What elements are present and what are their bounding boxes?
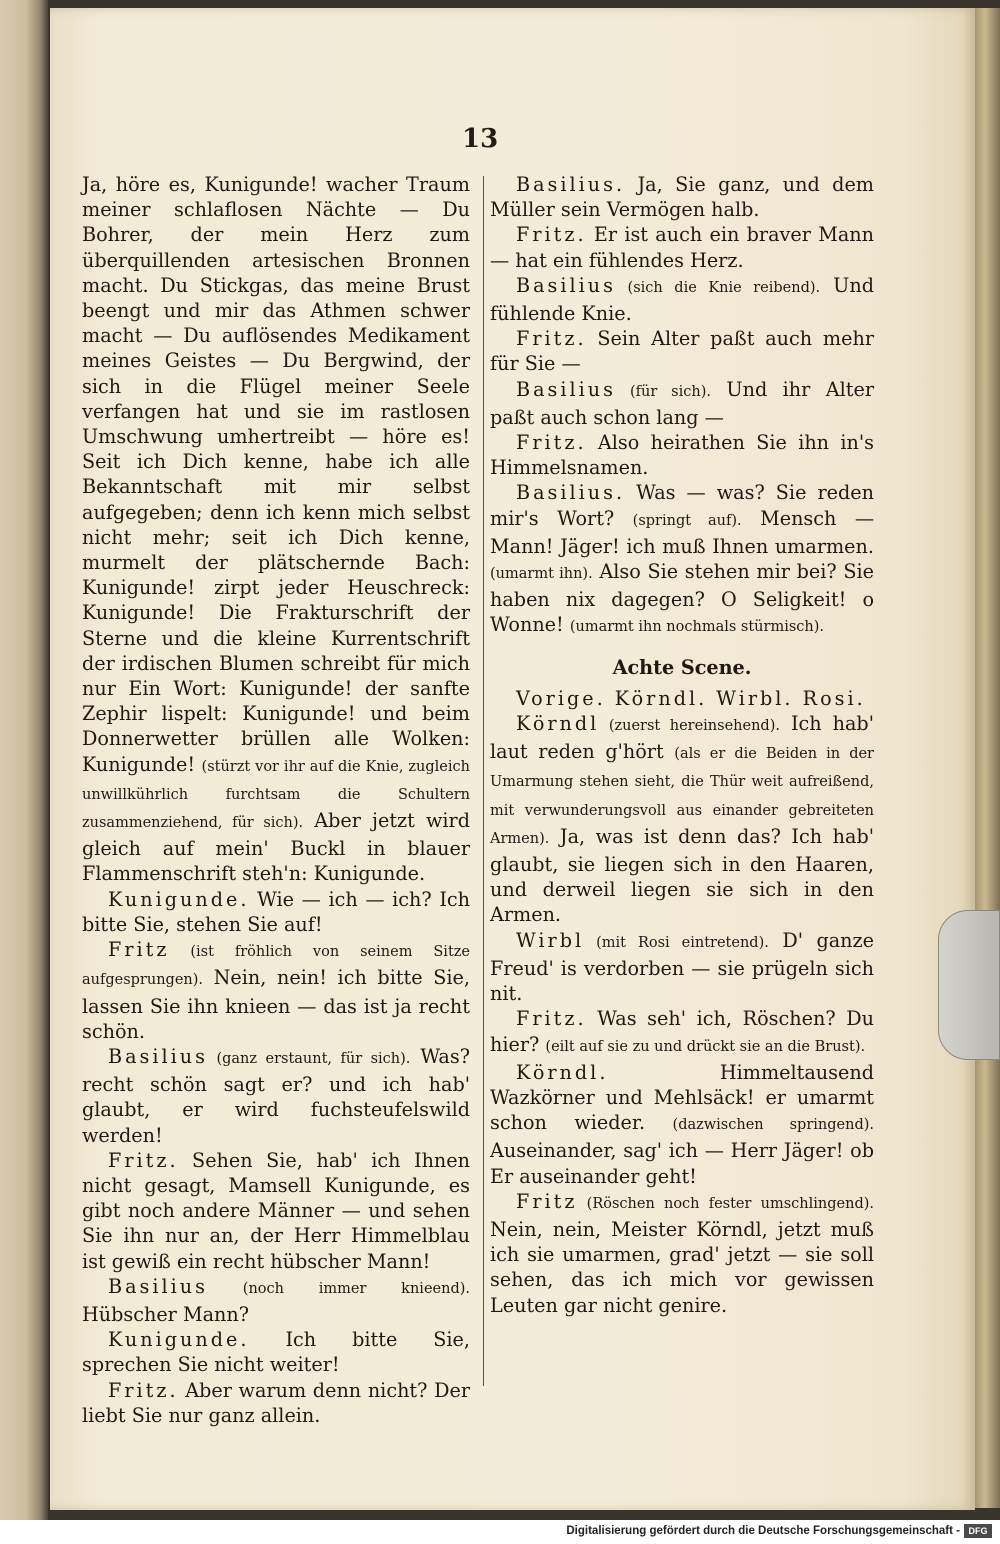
stage-direction: (stürzt vor ihr auf die Knie, zugleich unwillkührlich furchtsam die Schultern zusammenziehend, für sich). [82, 758, 470, 832]
stage-direction: (sich die Knie reibend). [616, 279, 821, 296]
dialogue-text: Ja, was ist denn das? Ich hab' glaubt, sie liegen sich in den Haaren, und derweil liegen sie sich in den Armen. [490, 824, 874, 927]
stage-direction: (ist fröhlich von seinem Sitze aufgesprungen). [82, 944, 470, 989]
dialogue-text: Ich hab' laut reden g'hört [490, 712, 874, 764]
speaker-name: Fritz. [516, 1007, 587, 1031]
paragraph [490, 273, 874, 326]
paragraph [490, 172, 874, 222]
dialogue-text: Auseinander, sag' ich — Herr Jäger! ob Er auseinander geht! [490, 1139, 874, 1188]
dialogue-text: Sein Alter paßt auch mehr für Sie — [490, 327, 874, 376]
paragraph [82, 172, 470, 887]
dialogue-text: Und fühlende Knie. [490, 273, 874, 326]
paragraph [490, 377, 874, 430]
stage-direction: (springt auf). [632, 512, 742, 529]
dialogue-text: Ja, höre es, Kunigunde! wacher Traum meiner schlaflosen Nächte — Du Bohrer, der mein Herz zum überquillenden artesischen Bronnen macht. Du Stickgas, das meine Brust beengt und mir das Athmen schwer macht — Du auflösendes Medikament meines Geistes — Du Bergwind, der sich in die Flügel meiner Seele verfangen hat und sie im rastlosen Umschwung umhertreibt — höre es! Seit ich Dich kenne, habe ich alle Bekanntschaft mit mir selbst aufgegeben; denn ich kenn mich selbst nicht mehr; seit ich Dich kenne, murmelt der plätschernde Bach: Kunigunde! zirpt jeder Heuschreck: Kunigunde! Die Frakturschrift der Sterne und die kleine Kurrentschrift der irdischen Blumen schreibt für mich nur Ein Wort: Kunigunde! der sanfte Zephir lispelt: Kunigunde! und beim Donnerwetter brüllen alle Wolken: Kunigunde! [82, 173, 470, 776]
page-tab-marker [938, 910, 1000, 1060]
scene-heading [490, 655, 874, 680]
speaker-name: Basilius [108, 1044, 209, 1068]
paragraph [82, 1327, 470, 1377]
paragraph [490, 1060, 874, 1189]
dialogue-text: Er ist auch ein braver Mann — hat ein fühlendes Herz. [490, 223, 874, 272]
speaker-name: Fritz. [108, 1378, 179, 1402]
footer-credit: Digitalisierung gefördert durch die Deutsche Forschungsgemeinschaft - [566, 1525, 960, 1537]
dialogue-text: Mensch — Mann! Jäger! ich muß Ihnen umarmen. [490, 506, 875, 558]
right-column [490, 172, 874, 1318]
speaker-name: Fritz [516, 1189, 578, 1213]
dialogue-text: Ich bitte Sie, sprechen Sie nicht weiter! [82, 1328, 470, 1377]
dialogue-text: Nein, nein, Meister Körndl, jetzt muß ich sie umarmen, grad' jetzt — sie soll sehen, das ich mich vor gewissen Leuten gar nicht genire. [490, 1217, 874, 1317]
paragraph [490, 326, 874, 376]
speaker-name: Fritz. [108, 1148, 179, 1172]
speaker-name: Kunigunde. [108, 1328, 250, 1352]
paragraph [82, 1274, 470, 1327]
dialogue-text: Was seh' ich, Röschen? Du hier? [490, 1007, 874, 1056]
speaker-name: Basilius. [516, 481, 626, 505]
paragraph [490, 222, 874, 272]
stage-direction: (zuerst hereinsehend). [599, 718, 780, 735]
speaker-name: Fritz. [516, 223, 587, 247]
speaker-name: Fritz [108, 938, 170, 962]
footer-bar [0, 1520, 1000, 1544]
dialogue-text: Und ihr Alter paßt auch schon lang — [490, 377, 874, 429]
paragraph [82, 937, 470, 1044]
speaker-name: Wirbl [516, 928, 585, 952]
dialogue-text: Nein, nein! ich bitte Sie, lassen Sie ihn knieen — das ist ja recht schön. [82, 966, 470, 1043]
stage-direction: (für sich). [616, 383, 711, 400]
speaker-name: Basilius [516, 273, 617, 297]
stage-direction: (als er die Beiden in der Umarmung stehen sieht, die Thür weit aufreißend, mit verwunderungsvoll aus einander gebreiteten Armen). [490, 746, 874, 847]
speaker-name: Fritz. [516, 327, 587, 351]
paragraph [82, 1148, 470, 1274]
paragraph [82, 887, 470, 937]
dialogue-text: Himmeltausend Wazkörner und Mehlsäck! er umarmt schon wieder. [490, 1060, 874, 1135]
previous-page-edge [0, 0, 48, 1520]
speaker-name: Körndl. [516, 1060, 609, 1084]
paragraph [490, 1006, 874, 1059]
speaker-name: Basilius [516, 377, 617, 401]
stage-direction: (noch immer knieend). [208, 1280, 470, 1297]
paragraph [490, 928, 874, 1007]
dialogue-text: Aber jetzt wird gleich auf mein' Buckl in blauer Flammenschrift steh'n: Kunigunde. [82, 809, 470, 886]
paragraph [490, 1189, 874, 1318]
paragraph [490, 480, 874, 640]
dialogue-text: Aber warum denn nicht? Der liebt Sie nur ganz allein. [82, 1378, 470, 1427]
dialogue-text: Also heirathen Sie ihn in's Himmelsnamen. [490, 431, 874, 480]
dialogue-text: Also Sie stehen mir bei? Sie haben nix dagegen? O Seligkeit! o Wonne! [490, 560, 875, 637]
page-edge-right [975, 8, 1000, 1508]
stage-direction: (eilt auf sie zu und drückt sie an die Brust). [545, 1038, 866, 1055]
dialogue-text: Sehen Sie, hab' ich Ihnen nicht gesagt, Mamsell Kunigunde, es gibt noch andere Männer — und sehen Sie ihn nur an, der Herr Himmelblau ist gewiß ein recht hübscher Mann! [82, 1148, 470, 1273]
stage-direction: (ganz erstaunt, für sich). [208, 1050, 411, 1067]
paragraph [82, 1378, 470, 1428]
stage-direction: (umarmt ihn). [490, 566, 593, 583]
paragraph [490, 430, 874, 480]
dialogue-text: Was — was? Sie reden mir's Wort? [490, 481, 874, 530]
speaker-name: Kunigunde. [108, 887, 250, 911]
speaker-name: Vorige. Körndl. Wirbl. Rosi. [516, 686, 866, 710]
stage-direction: (umarmt ihn nochmals stürmisch). [569, 619, 824, 636]
column-divider [483, 176, 484, 1386]
speaker-name: Körndl [516, 712, 600, 736]
paragraph [490, 711, 874, 928]
dialogue-text: D' ganze Freud' is verdorben — sie prügeln sich nit. [490, 928, 874, 1006]
dialogue-text: Wie — ich — ich? Ich bitte Sie, stehen Sie auf! [82, 887, 470, 936]
dialogue-text: Ja, Sie ganz, und dem Müller sein Vermögen halb. [490, 173, 874, 222]
stage-direction: (mit Rosi eintretend). [584, 934, 769, 951]
dialogue-text: Hübscher Mann? [82, 1302, 250, 1326]
paragraph [82, 1044, 470, 1148]
page-number: 13 [462, 124, 499, 154]
dfg-logo-icon: DFG [964, 1524, 992, 1538]
speaker-name: Fritz. [516, 431, 587, 455]
dialogue-text: Achte Scene. [612, 655, 752, 679]
dialogue-text: Was? recht schön sagt er? und ich hab' glaubt, er wird fuchsteufelswild werden! [82, 1044, 470, 1147]
stage-direction: (Röschen noch fester umschlingend). [577, 1195, 874, 1212]
stage-direction: (dazwischen springend). [672, 1117, 874, 1134]
speaker-name: Basilius. [516, 173, 626, 196]
speaker-name: Basilius [108, 1274, 209, 1298]
left-column [82, 172, 470, 1428]
paragraph [490, 686, 874, 711]
